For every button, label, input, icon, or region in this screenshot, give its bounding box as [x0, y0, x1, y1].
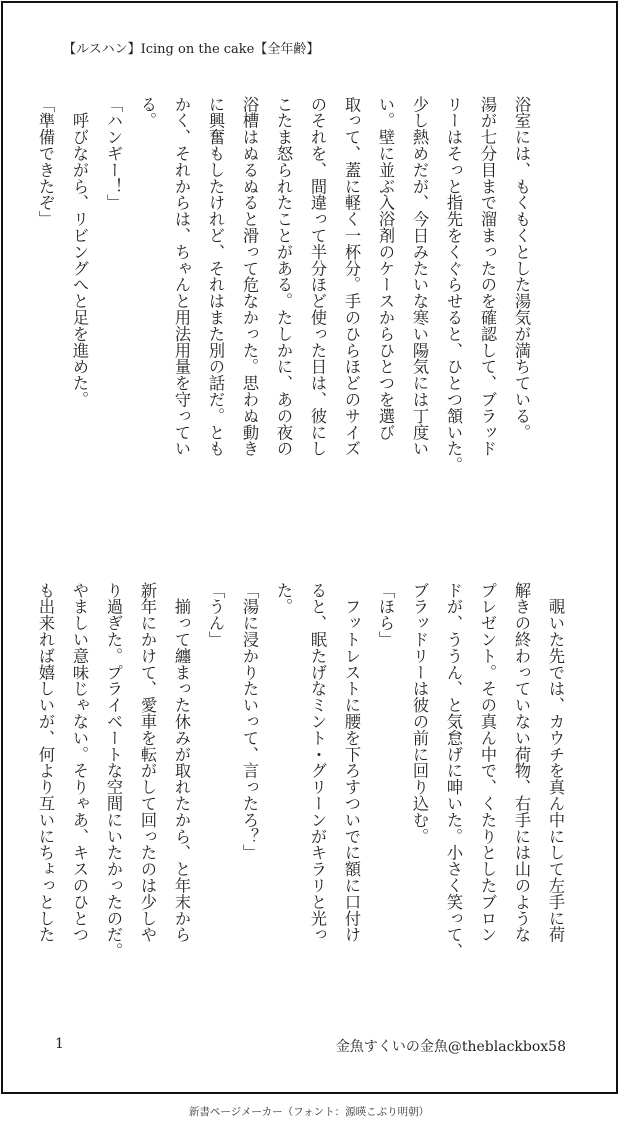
text-line: かく、それからは、ちゃんと用法用量を守ってい: [172, 96, 191, 457]
text-line: る。: [138, 96, 157, 129]
text-line: プレゼント。その真ん中で、くたりとしたブロン: [478, 582, 497, 943]
text-line: 「湯に浸かりたいって、言ったろ？」: [240, 582, 259, 861]
text-line: ドが、ううん、と気怠げに呻いた。小さく笑って、: [444, 582, 463, 960]
text-line: た。: [274, 582, 293, 615]
text-line: 「ほら」: [376, 582, 395, 648]
text-line: 取って、蓋に軽く一杯分。手のひらほどのサイズ: [342, 96, 361, 457]
text-line: フットレストに腰を下ろすついでに額に口付け: [342, 582, 361, 943]
text-line: も出来れば嬉しいが、何より互いにちょっとした: [36, 582, 55, 943]
text-line: り過ぎた。プライベートな空間にいたかったのだ。: [104, 582, 123, 960]
text-line: 覗いた先では、カウチを真ん中にして左手に荷: [546, 582, 565, 943]
text-line: 解きの終わっていない荷物、右手には山のような: [512, 582, 531, 943]
text-line: やましい意味じゃない。そりゃあ、キスのひとつ: [70, 582, 89, 943]
text-line: 「ハンギー！」: [104, 96, 123, 211]
text-line: ると、眠たげなミント・グリーンがキラリと光っ: [308, 582, 327, 943]
text-line: のそれを、間違って半分ほど使った日は、彼にし: [308, 96, 327, 457]
text-line: 呼びながら、リビングへと足を進めた。: [70, 96, 89, 408]
lower-text-block: [36, 582, 572, 1002]
generator-credit: 新書ページメーカー（フォント：源暎こぶり明朝）: [188, 1106, 430, 1118]
text-line: ブラッドリーは彼の前に回り込む。: [410, 582, 429, 845]
text-line: 湯が七分目まで溜まったのを確認して、ブラッド: [478, 96, 497, 457]
text-line: 新年にかけて、愛車を転がして回ったのは少しや: [138, 582, 157, 943]
text-line: に興奮もしたけれど、それはまた別の話だ。とも: [206, 96, 225, 457]
text-line: 浴槽はぬるぬると滑って危なかった。思わぬ動き: [240, 96, 259, 457]
page-number: 1: [55, 1036, 64, 1052]
text-line: 揃って纏まった休みが取れたから、と年末から: [172, 582, 191, 943]
text-line: い。壁に並ぶ入浴剤のケースからひとつを選び: [376, 96, 395, 441]
text-line: 「準備できたぞ」: [36, 96, 55, 228]
text-line: 少し熱めだが、今日みたいな寒い陽気には丁度い: [410, 96, 429, 457]
author-credit: 金魚すくいの金魚@theblackbox58: [335, 1039, 566, 1055]
text-line: リーはそっと指先をくぐらせると、ひとつ頷いた。: [444, 96, 463, 474]
text-line: こたま怒られたことがある。たしかに、あの夜の: [274, 96, 293, 457]
upper-text-block: [36, 96, 538, 526]
text-line: 「うん」: [206, 582, 225, 648]
page-title: 【ルスハン】Icing on the cake【全年齢】: [63, 42, 320, 57]
text-line: 浴室には、もくもくとした湯気が満ちている。: [512, 96, 531, 441]
